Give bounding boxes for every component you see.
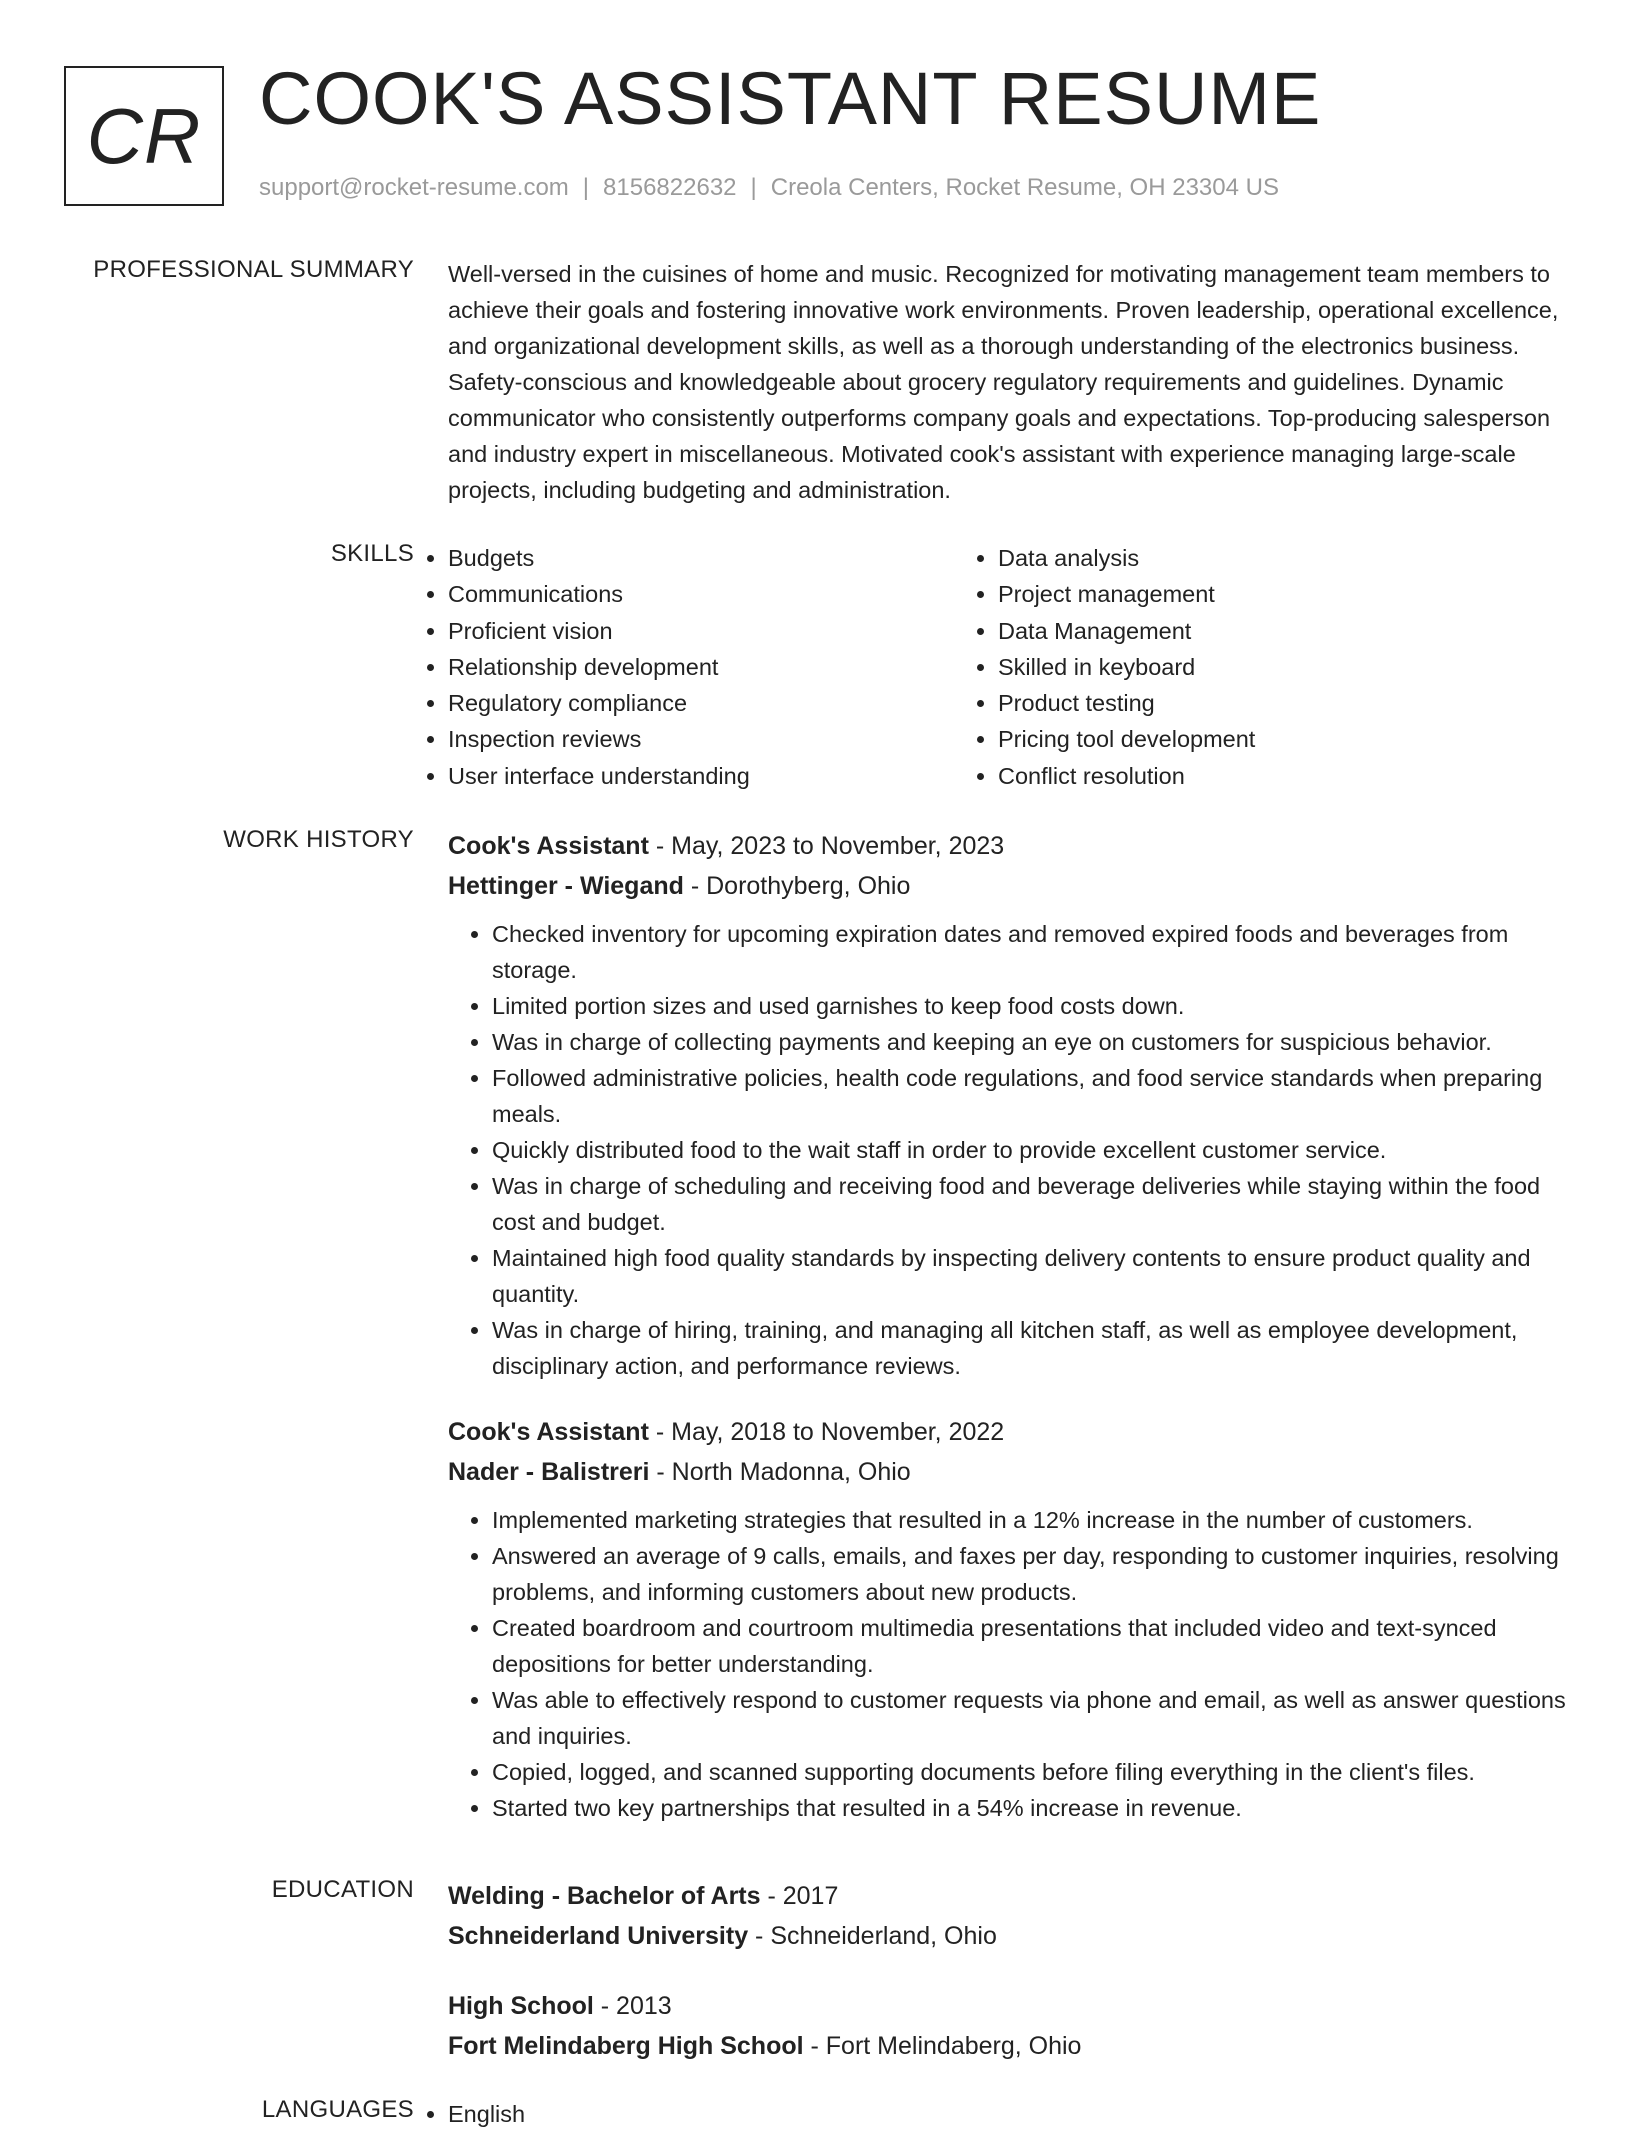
languages-body — [448, 2096, 1568, 2132]
summary-body — [448, 256, 1568, 508]
skill-item: • Skilled in keyboard — [998, 649, 1504, 685]
contact-email: support@rocket-resume.com — [259, 174, 569, 201]
education-entry — [448, 1876, 1568, 1956]
section-label: SKILLS — [330, 540, 414, 567]
duty-item: • Followed administrative policies, health code regulations, and food service standards when preparing meals. — [492, 1060, 1568, 1132]
duty-item: • Maintained high food quality standards by inspecting delivery contents to ensure product quality and quantity. — [492, 1240, 1568, 1312]
skill-item: • Regulatory compliance — [448, 685, 954, 721]
skill-item: • Budgets — [448, 540, 954, 576]
education-location: - Schneiderland, Ohio — [748, 1922, 997, 1950]
monogram-logo: CR — [64, 66, 224, 206]
education-location: - Fort Melindaberg, Ohio — [803, 2032, 1082, 2060]
skills-body — [448, 540, 1568, 794]
section-label: EDUCATION — [271, 1876, 414, 1903]
job-entry — [448, 826, 1568, 1384]
section-label: LANGUAGES — [261, 2096, 414, 2123]
job-location: - North Madonna, Ohio — [649, 1458, 911, 1486]
duty-item: • Was able to effectively respond to customer requests via phone and email, as well as answer questions and inquiries. — [492, 1682, 1568, 1754]
skill-item: • Communications — [448, 576, 954, 612]
education-year: - 2017 — [760, 1882, 839, 1910]
contact-address: Creola Centers, Rocket Resume, OH 23304 US — [770, 174, 1279, 201]
education-body — [448, 1876, 1568, 2096]
summary-text: Well-versed in the cuisines of home and music. Recognized for motivating management team members to achieve their goals and fostering innovative work environments. Proven leadership, operational excellence, and organizational development skills, as well as a thorough understanding of the electronics business. Safety-conscious and knowledgeable about grocery regulatory requirements and guidelines. Dynamic communicator who consistently outperforms company goals and expectations. Top-producing salesperson and industry expert in miscellaneous. Motivated cook's assistant with experience managing large-scale projects, including budgeting and administration. — [448, 261, 1559, 503]
languages-list — [404, 2096, 1568, 2132]
skill-item: • Pricing tool development — [998, 721, 1504, 757]
duty-item: • Started two key partnerships that resulted in a 54% increase in revenue. — [492, 1790, 1568, 1826]
duty-item: • Was in charge of collecting payments and keeping an eye on customers for suspicious behavior. — [492, 1024, 1568, 1060]
contact-separator: | — [750, 174, 757, 201]
job-title: Cook's Assistant — [448, 1418, 649, 1446]
job-title-line — [448, 1412, 1568, 1452]
duty-item: • Checked inventory for upcoming expiration dates and removed expired foods and beverages from storage. — [492, 916, 1568, 988]
duty-item: • Answered an average of 9 calls, emails, and faxes per day, responding to customer inquiries, resolving problems, and informing customers about new products. — [492, 1538, 1568, 1610]
job-location: - Dorothyberg, Ohio — [683, 872, 911, 900]
skill-item: • Data analysis — [998, 540, 1504, 576]
skill-item: • Relationship development — [448, 649, 954, 685]
contact-line — [259, 174, 1279, 202]
job-duties — [448, 916, 1568, 1384]
education-school: Schneiderland University — [448, 1922, 749, 1950]
resume-title: COOK'S ASSISTANT RESUME — [259, 57, 1322, 140]
duty-item: • Created boardroom and courtroom multimedia presentations that included video and text-synced depositions for better understanding. — [492, 1610, 1568, 1682]
education-school: Fort Melindaberg High School — [448, 2032, 804, 2060]
education-year: - 2013 — [593, 1992, 672, 2020]
duty-item: • Limited portion sizes and used garnishes to keep food costs down. — [492, 988, 1568, 1024]
duty-item: • Was in charge of hiring, training, and managing all kitchen staff, as well as employee development, disciplinary action, and performance reviews. — [492, 1312, 1568, 1384]
job-duties — [448, 1502, 1568, 1826]
job-dates: - May, 2018 to November, 2022 — [648, 1418, 1005, 1446]
duty-item: • Implemented marketing strategies that resulted in a 12% increase in the number of customers. — [492, 1502, 1568, 1538]
job-company-line — [448, 866, 1568, 906]
skills-column-2 — [954, 540, 1504, 794]
skill-item: • Data Management — [998, 613, 1504, 649]
education-degree: Welding - Bachelor of Arts — [448, 1882, 761, 1910]
job-company: Hettinger - Wiegand — [448, 872, 684, 900]
job-title-line — [448, 826, 1568, 866]
job-company: Nader - Balistreri — [448, 1458, 650, 1486]
skill-item: • Inspection reviews — [448, 721, 954, 757]
duty-item: • Was in charge of scheduling and receiving food and beverage deliveries while staying within the food cost and budget. — [492, 1168, 1568, 1240]
skills-column-1 — [404, 540, 954, 794]
duty-item: • Quickly distributed food to the wait staff in order to provide excellent customer service. — [492, 1132, 1568, 1168]
skill-item: • User interface understanding — [448, 758, 954, 794]
language-item: • English — [448, 2096, 1568, 2132]
skill-item: • Proficient vision — [448, 613, 954, 649]
skill-item: • Product testing — [998, 685, 1504, 721]
education-degree: High School — [448, 1992, 594, 2020]
duty-item: • Copied, logged, and scanned supporting documents before filing everything in the client's files. — [492, 1754, 1568, 1790]
section-label: WORK HISTORY — [223, 826, 414, 853]
job-company-line — [448, 1452, 1568, 1492]
job-dates: - May, 2023 to November, 2023 — [648, 832, 1005, 860]
contact-separator: | — [582, 174, 590, 201]
job-entry — [448, 1412, 1568, 1826]
education-entry — [448, 1986, 1568, 2066]
contact-phone: 8156822632 — [603, 174, 737, 201]
job-title: Cook's Assistant — [448, 832, 649, 860]
work-history-body — [448, 826, 1568, 1826]
skill-item: • Conflict resolution — [998, 758, 1504, 794]
skill-item: • Project management — [998, 576, 1504, 612]
section-label: PROFESSIONAL SUMMARY — [93, 256, 414, 283]
skills-columns — [404, 540, 1568, 794]
